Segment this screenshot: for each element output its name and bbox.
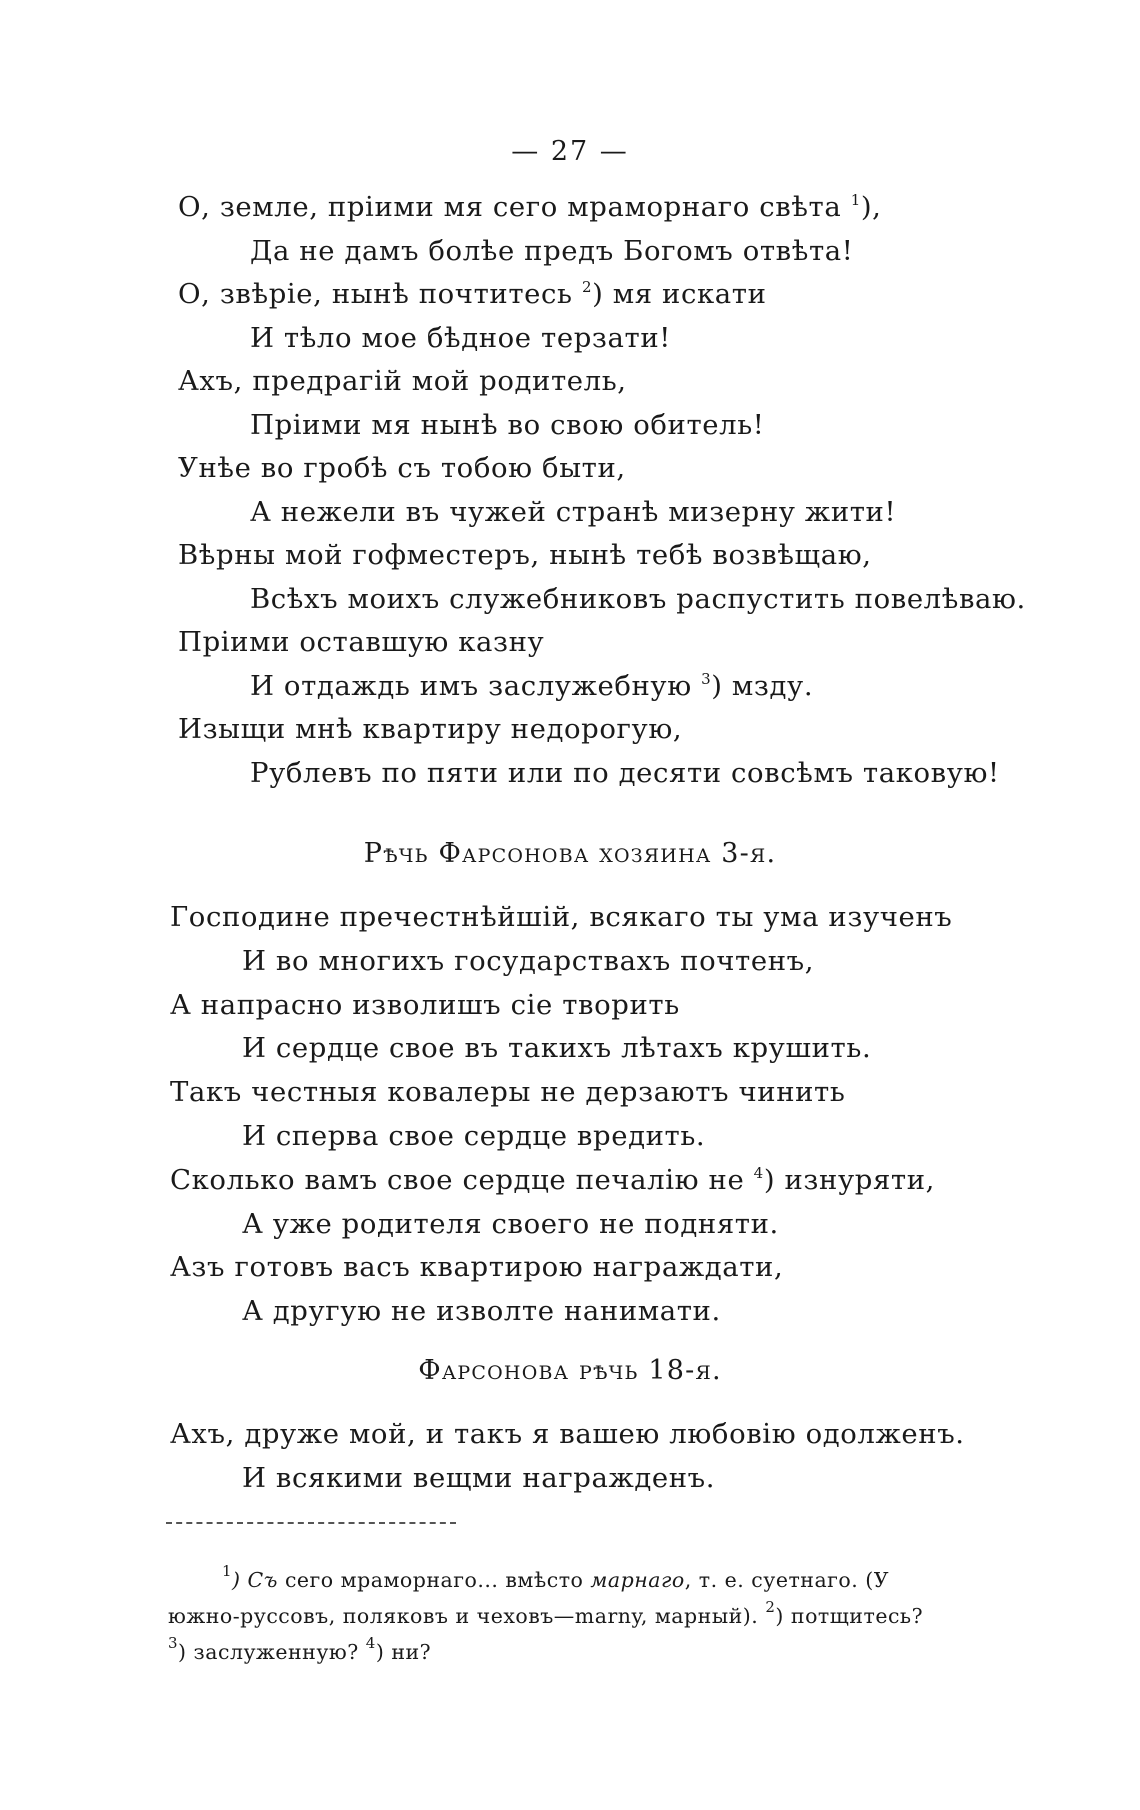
verse-line — [250, 319, 671, 357]
verse-text: Пріими оставшую казну — [178, 626, 545, 658]
speech-heading-3: Рѣчь Фарсонова хозяина 3-я. — [363, 838, 777, 869]
verse-line — [242, 1205, 779, 1243]
verse-line — [178, 623, 544, 661]
verse-text: А уже родителя своего не подняти. — [242, 1207, 779, 1240]
verse-line — [170, 1161, 935, 1199]
footnote-line-3 — [168, 1634, 432, 1667]
verse-text: Такъ честныя ковалеры не дерзаютъ чинить — [170, 1076, 846, 1109]
page-number: — 27 — — [511, 136, 629, 167]
verse-line — [250, 580, 1026, 618]
verse-text: О, земле, пріими мя сего мраморнаго свѣта — [178, 191, 851, 223]
verse-line — [178, 710, 682, 748]
footnote-ref: 1 — [850, 191, 861, 209]
verse-text: О, звѣріе, нынѣ почтитесь — [178, 278, 582, 310]
speech-heading-18: Фарсонова рѣчь 18-я. — [418, 1355, 722, 1386]
verse-text: ), — [860, 191, 882, 223]
footnote-ref: 2 — [581, 278, 593, 296]
verse-line — [170, 986, 680, 1024]
verse-line — [250, 232, 853, 270]
verse-text: Вѣрны мой гофместеръ, нынѣ тебѣ возвѣщаю, — [178, 539, 872, 571]
verse-line — [170, 898, 952, 936]
footnote-text: ) заслуженную? — [178, 1640, 366, 1664]
verse-text: И сперва свое сердце вредить. — [242, 1120, 706, 1152]
verse-line — [178, 275, 767, 313]
verse-line — [242, 1459, 715, 1497]
verse-text: И сердце свое въ такихъ лѣтахъ крушить. — [242, 1032, 872, 1065]
footnote-line-2 — [168, 1598, 924, 1631]
verse-text: Ахъ, предрагій мой родитель, — [178, 365, 627, 397]
footnote-ref: 4 — [753, 1163, 764, 1182]
verse-line — [250, 754, 1000, 792]
verse-text: А нежели въ чужей странѣ мизерну жити! — [250, 495, 897, 528]
footnote-mark: 1 — [222, 1562, 233, 1580]
footnote-mark: 3 — [168, 1634, 179, 1652]
verse-line — [242, 942, 814, 980]
verse-line — [178, 449, 626, 487]
verse-line — [170, 1073, 845, 1111]
footnote-divider — [166, 1522, 456, 1524]
verse-text: Господине пречестнѣйшій, всякаго ты ума изученъ — [170, 901, 953, 933]
verse-text: Изыщи мнѣ квартиру недорогую, — [178, 713, 683, 745]
verse-text: И отдаждь имъ заслужебную — [250, 669, 702, 702]
footnote-line-1 — [222, 1562, 890, 1595]
verse-line — [250, 667, 813, 705]
verse-line — [178, 188, 882, 226]
verse-text: А другую не изволте нанимати. — [242, 1295, 721, 1328]
footnote-text: ) ни? — [375, 1640, 432, 1664]
verse-line — [250, 406, 764, 444]
verse-text: А напрасно изволишъ сіе творить — [170, 988, 680, 1021]
footnote-ref: 3 — [701, 669, 712, 688]
verse-text: Унѣе во гробѣ съ тобою быти, — [178, 452, 626, 484]
verse-line — [242, 1292, 721, 1330]
footnote-text: сего мраморнаго... вмѣсто — [277, 1568, 591, 1592]
verse-text: Азъ готовъ васъ квартирою награждати, — [170, 1251, 784, 1284]
verse-line — [170, 1248, 783, 1286]
footnote-text: , т. е. суетнаго. (У — [684, 1568, 890, 1592]
verse-text: Ахъ, друже мой, и такъ я вашею любовію одолженъ. — [170, 1418, 965, 1450]
verse-text: Рублевъ по пяти или по десяти совсѣмъ таковую! — [250, 756, 1000, 789]
verse-text: ) мзду. — [711, 669, 814, 702]
footnote-text: ) потщитесь? — [775, 1604, 924, 1628]
verse-line — [250, 493, 896, 531]
verse-text: ) мя искати — [592, 278, 767, 310]
verse-line — [178, 362, 627, 400]
verse-text: И всякими вещми награжденъ. — [242, 1462, 716, 1494]
verse-line — [170, 1415, 965, 1453]
verse-line — [178, 536, 872, 574]
footnote-text: марнаго — [590, 1568, 685, 1592]
verse-text: ) изнуряти, — [763, 1163, 935, 1196]
footnote-mark: 4 — [365, 1634, 376, 1652]
footnote-text: ) Съ — [232, 1568, 278, 1592]
verse-text: Сколько вамъ свое сердце печалію не — [170, 1163, 754, 1196]
verse-text: И тѣло мое бѣдное терзати! — [250, 321, 671, 354]
verse-text: Да не дамъ болѣе предъ Богомъ отвѣта! — [250, 234, 854, 267]
verse-text: И во многихъ государствахъ почтенъ, — [242, 944, 815, 977]
verse-line — [242, 1117, 705, 1155]
verse-text: Пріими мя нынѣ во свою обитель! — [250, 408, 765, 441]
verse-line — [242, 1029, 871, 1067]
footnote-mark: 2 — [765, 1598, 776, 1616]
footnote-text: южно-руссовъ, поляковъ и чеховъ—marny, марный). — [168, 1604, 766, 1628]
verse-text: Всѣхъ моихъ служебниковъ распустить повелѣваю. — [250, 582, 1026, 615]
